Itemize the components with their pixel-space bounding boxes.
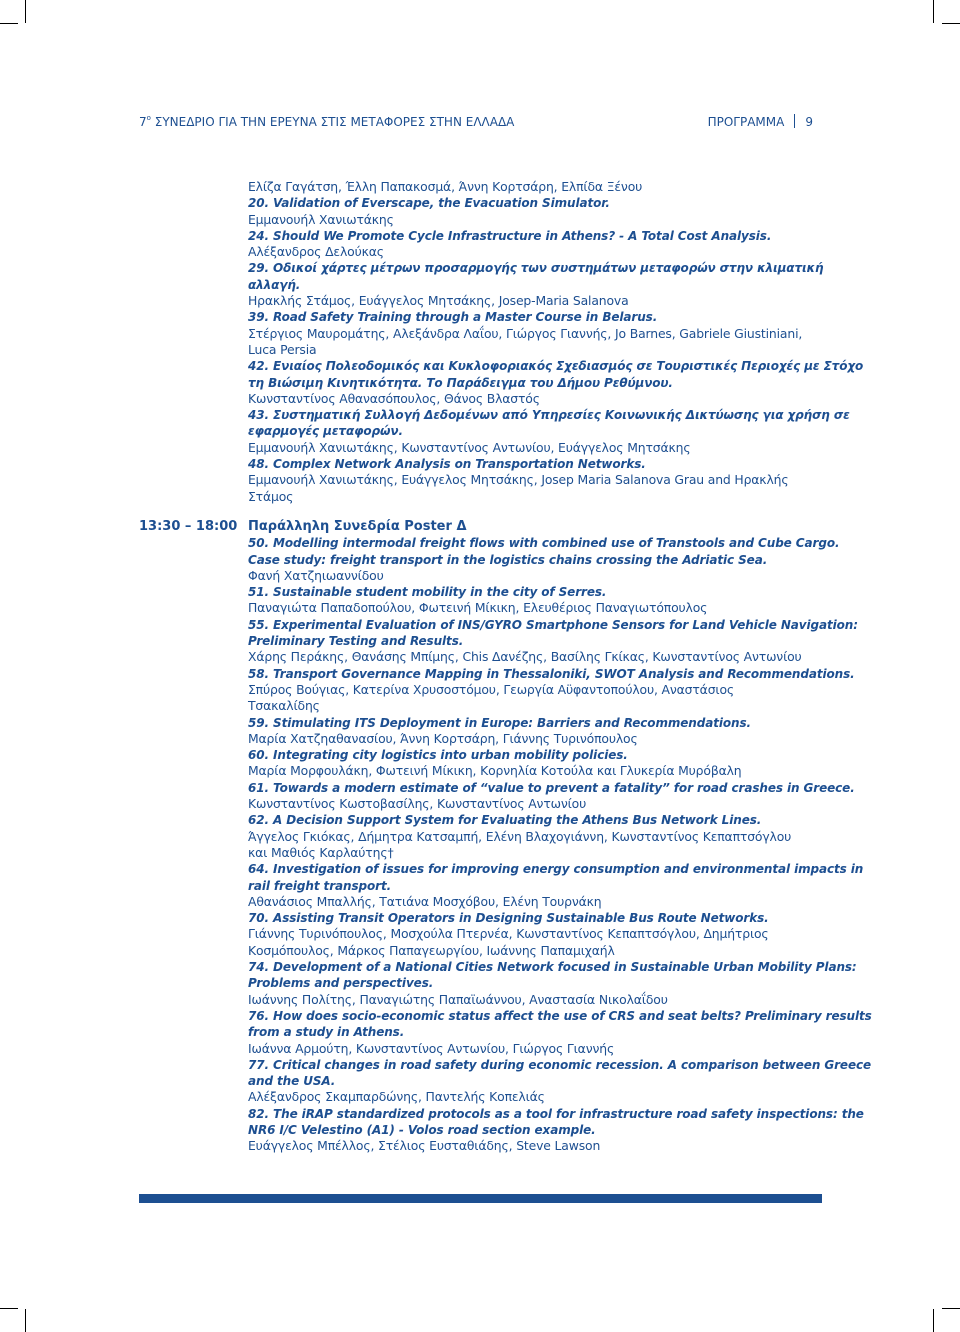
crop-mark-bottom-right — [933, 1309, 934, 1332]
session-block — [248, 519, 872, 1155]
authors-line: Ιωάννα Αρμούτη, Κωνσταντίνος Αντωνίου, Γιώργος Γιαννής — [248, 1040, 615, 1056]
section-name: ΠΡΟΓΡΑΜΜΑ — [707, 115, 785, 129]
session-block — [248, 179, 864, 505]
crop-mark-bottom-left — [25, 1309, 26, 1332]
paper-title-line: 58. Transport Governance Mapping in Thessaloniki, SWOT Analysis and Recommendations. — [248, 666, 855, 681]
paper-title-line: from a study in Athens. — [248, 1025, 405, 1040]
authors-line: Κωνσταντίνος Κωστοβασίλης, Κωνσταντίνος Αντωνίου — [248, 796, 587, 812]
running-header — [139, 112, 813, 132]
authors-line: Luca Persia — [248, 341, 317, 357]
conference-title — [139, 112, 514, 132]
bottom-bar — [139, 1194, 822, 1203]
paper-title-line: 76. How does socio-economic status affect the use of CRS and seat belts? Preliminary results — [248, 1008, 872, 1023]
authors-line: Σπύρος Βούγιας, Κατερίνα Χρυσοστόμου, Γεωργία Αϋφαντοπούλου, Αναστάσιος — [248, 681, 734, 697]
authors-line: Εμμανουήλ Χανιωτάκης — [248, 211, 394, 227]
paper-title-line: 59. Stimulating ITS Deployment in Europe: Barriers and Recommendations. — [248, 715, 751, 730]
paper-title-line: 70. Assisting Transit Operators in Designing Sustainable Bus Route Networks. — [248, 911, 769, 926]
authors-line: Τσακαλίδης — [248, 698, 320, 714]
authors-line: Στάμος — [248, 488, 294, 504]
paper-title-line: rail freight transport. — [248, 878, 392, 893]
paper-title-line: 61. Towards a modern estimate of “value to prevent a fatality” for road crashes in Greece. — [248, 780, 855, 795]
authors-line: Κωνσταντίνος Αθανασόπουλος, Θάνος Βλαστός — [248, 390, 540, 406]
paper-title-line: Preliminary Testing and Results. — [248, 634, 464, 649]
authors-line: Ηρακλής Στάμος, Ευάγγελος Μητσάκης, Josep-Maria Salanova — [248, 293, 629, 309]
paper-title-line: 50. Modelling intermodal freight flows with combined use of Transtools and Cube Cargo. — [248, 536, 840, 551]
authors-line: Γιάννης Τυρινόπουλος, Μοσχούλα Πτερνέα, Κωνσταντίνος Κεπαπτσόγλου, Δημήτριος — [248, 926, 769, 942]
paper-title-line: 29. Οδικοί χάρτες μέτρων προσαρμογής των συστημάτων μεταφορών στην κλιματική — [248, 261, 824, 276]
paper-title-line: Problems and perspectives. — [248, 976, 434, 991]
paper-title-line: 55. Experimental Evaluation of INS/GYRO Smartphone Sensors for Land Vehicle Navigation: — [248, 617, 858, 632]
authors-line: Κοσμόπουλος, Μάρκος Παπαγεωργίου, Ιωάννης Παπαμιχαήλ — [248, 942, 615, 958]
authors-line: Εμμανουήλ Χανιωτάκης, Κωνσταντίνος Αντωνίου, Ευάγγελος Μητσάκης — [248, 439, 691, 455]
authors-line: Αλέξανδρος Σκαμπαρδώνης, Παντελής Κοπελιάς — [248, 1089, 545, 1105]
paper-title-line: εφαρμογές μεταφορών. — [248, 424, 403, 439]
authors-line: Παναγιώτα Παπαδοπούλου, Φωτεινή Μίκικη, Ελευθέριος Παναγιωτόπουλος — [248, 600, 708, 616]
paper-title-line: 62. A Decision Support System for Evaluating the Athens Bus Network Lines. — [248, 813, 762, 828]
conference-title-text: ΣΥΝΕΔΡΙΟ ΓΙΑ ΤΗΝ ΕΡΕΥΝΑ ΣΤΙΣ ΜΕΤΑΦΟΡΕΣ ΣΤΗΝ ΕΛΛΑΔΑ — [150, 115, 515, 129]
authors-line: Αθανάσιος Μπαλλής, Τατιάνα Μοσχόβου, Ελένη Τουρνάκη — [248, 893, 602, 909]
authors-line: Στέργιος Μαυρομάτης, Αλεξάνδρα Λαΐου, Γιώργος Γιαννής, Jo Barnes, Gabriele Giustiniani, — [248, 325, 803, 341]
page-number: 9 — [805, 115, 813, 129]
header-divider — [794, 114, 795, 128]
crop-mark-bottom-left-h — [0, 1308, 18, 1309]
paper-title-line: 82. The iRAP standardized protocols as a tool for infrastructure road safety inspections: the — [248, 1106, 864, 1121]
paper-title-line: 24. Should We Promote Cycle Infrastructure in Athens? - A Total Cost Analysis. — [248, 228, 772, 243]
crop-mark-top-right — [933, 0, 934, 23]
crop-mark-top-left-h — [0, 23, 18, 24]
paper-title-line: αλλαγή. — [248, 277, 301, 292]
paper-title-line: 20. Validation of Everscape, the Evacuation Simulator. — [248, 196, 610, 211]
session-title: Παράλληλη Συνεδρία Poster Δ — [248, 519, 467, 534]
authors-line: Μαρία Μορφουλάκη, Φωτεινή Μίκικη, Κορνηλία Κοτούλα και Γλυκερία Μυρόβαλη — [248, 763, 742, 779]
crop-mark-top-left — [25, 0, 26, 23]
paper-title-line: 39. Road Safety Training through a Master Course in Belarus. — [248, 310, 658, 325]
paper-title-line: 74. Development of a National Cities Network focused in Sustainable Urban Mobility Plans: — [248, 960, 857, 975]
paper-title-line: 51. Sustainable student mobility in the city of Serres. — [248, 585, 607, 600]
crop-mark-top-right-h — [942, 23, 960, 24]
paper-title-line: 64. Investigation of issues for improving energy consumption and environmental impacts in — [248, 862, 864, 877]
authors-line: Ευάγγελος Μπέλλος, Στέλιος Ευσταθιάδης, Steve Lawson — [248, 1138, 601, 1154]
paper-title-line: 60. Integrating city logistics into urban mobility policies. — [248, 748, 628, 763]
conference-ordinal: ο — [146, 114, 151, 122]
paper-title-line: τη Βιώσιμη Κινητικότητα. Το Παράδειγμα του Δήμου Ρεθύμνου. — [248, 375, 673, 390]
authors-line: και Μαθιός Καρλαύτης† — [248, 844, 394, 860]
authors-line: Ιωάννης Πολίτης, Παναγιώτης Παπαϊωάννου, Αναστασία Νικολαΐδου — [248, 991, 668, 1007]
paper-title-line: NR6 I/C Velestino (A1) - Volos road section example. — [248, 1122, 596, 1137]
crop-mark-bottom-right-h — [942, 1308, 960, 1309]
authors-line: Χάρης Περάκης, Θανάσης Μπίμης, Chis Δανέζης, Βασίλης Γκίκας, Κωνσταντίνος Αντωνίου — [248, 649, 802, 665]
paper-title-line: and the USA. — [248, 1074, 336, 1089]
authors-line: Αλέξανδρος Δελούκας — [248, 244, 384, 260]
header-right — [708, 112, 813, 132]
slot-time: 13:30 – 18:00 — [139, 519, 238, 534]
authors-line: Μαρία Χατζηαθανασίου, Άννη Κορτσάρη, Γιάννης Τυρινόπουλος — [248, 730, 638, 746]
paper-title-line: 43. Συστηματική Συλλογή Δεδομένων από Υπηρεσίες Κοινωνικής Δικτύωσης για χρήση σε — [248, 408, 850, 423]
paper-title-line: 77. Critical changes in road safety during economic recession. A comparison between Greece — [248, 1057, 872, 1072]
authors-line: Φανή Χατζηιωαννίδου — [248, 567, 384, 583]
authors-line: Ελίζα Γαγάτση, Έλλη Παπακοσμά, Άννη Κορτσάρη, Ελπίδα Ξένου — [248, 179, 643, 194]
authors-line: Άγγελος Γκιόκας, Δήμητρα Κατσαμπή, Ελένη Βλαχογιάννη, Κωνσταντίνος Κεπαπτσόγλου — [248, 828, 792, 844]
paper-title-line: 42. Ενιαίος Πολεοδομικός και Κυκλοφοριακός Σχεδιασμός σε Τουριστικές Περιοχές με Στόχο — [248, 359, 864, 374]
paper-title-line: 48. Complex Network Analysis on Transportation Networks. — [248, 457, 646, 472]
conference-number: 7 — [139, 115, 147, 129]
paper-title-line: Case study: freight transport in the logistics chains crossing the Adriatic Sea. — [248, 552, 768, 567]
authors-line: Εμμανουήλ Χανιωτάκης, Ευάγγελος Μητσάκης, Josep Maria Salanova Grau and Ηρακλής — [248, 472, 789, 488]
